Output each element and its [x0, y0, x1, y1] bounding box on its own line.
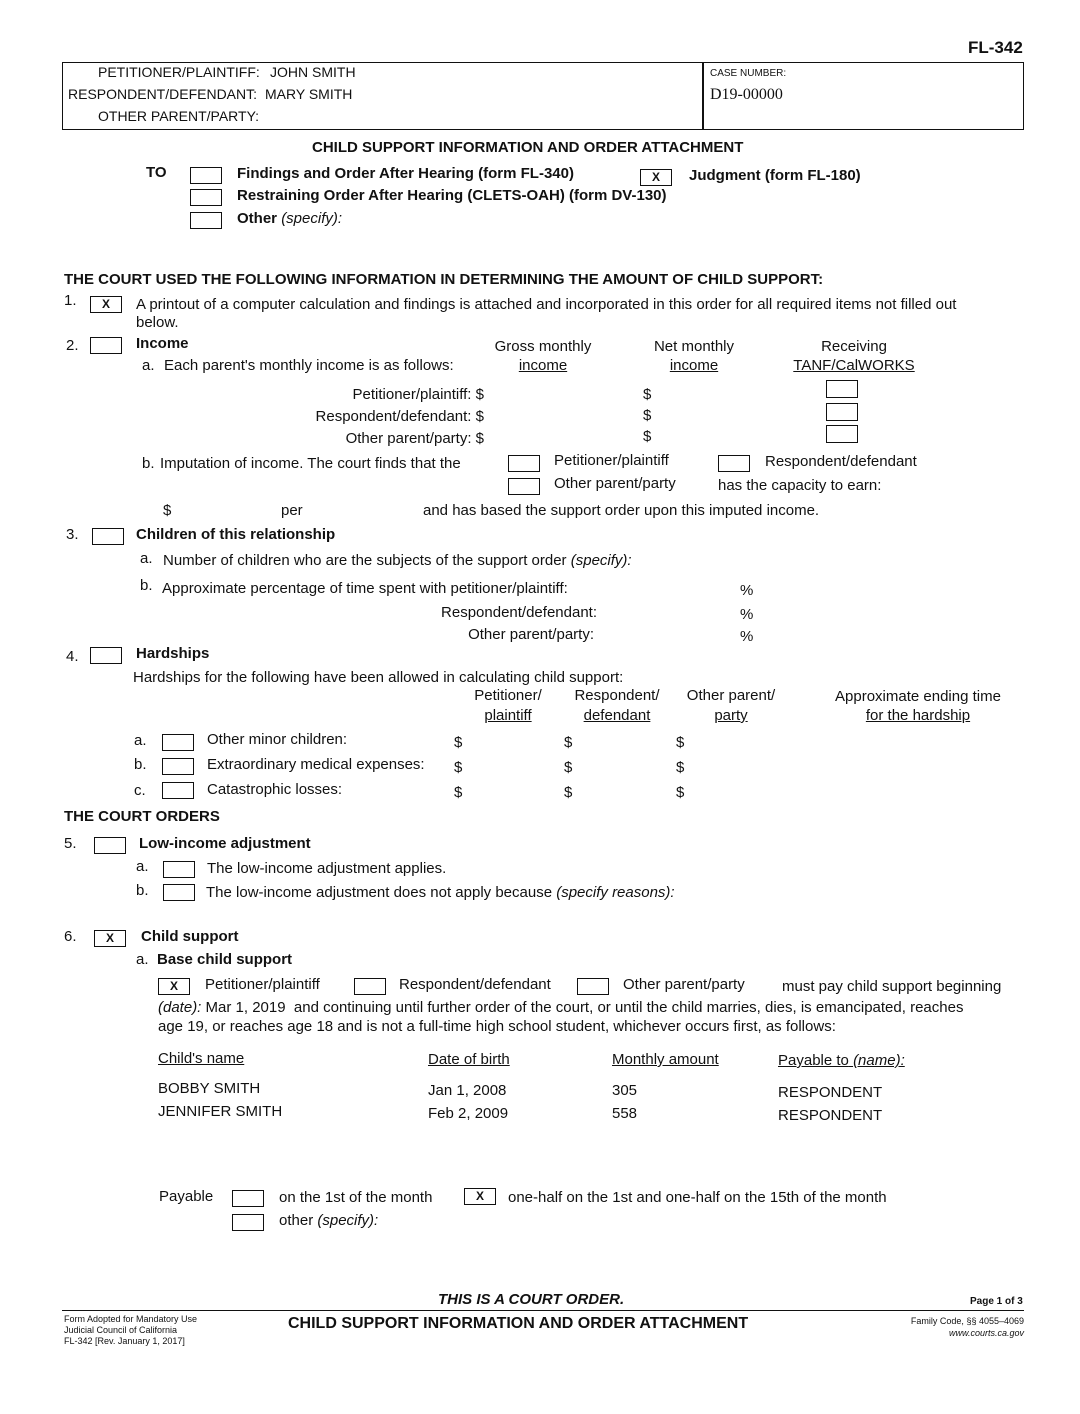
petitioner-value[interactable]: JOHN SMITH: [270, 64, 356, 80]
net-header-2: income: [669, 357, 719, 374]
item3b-respondent: Respondent/defendant:: [441, 604, 597, 621]
item6-checkbox[interactable]: X: [94, 930, 126, 947]
child-1-payable[interactable]: RESPONDENT: [778, 1084, 883, 1101]
hardship-c-pet-dollar: $: [454, 784, 463, 801]
child-1-dob[interactable]: Jan 1, 2008: [428, 1082, 507, 1099]
item2-number: 2.: [66, 337, 79, 354]
date-line: (date): Mar 1, 2019 and continuing until further order of the court, or until the child marries, dies, is emancipated, reaches: [158, 999, 964, 1016]
item4-title: Hardships: [136, 645, 210, 662]
item3-number: 3.: [66, 526, 79, 543]
hardship-pet-header-1: Petitioner/: [474, 687, 542, 704]
child-1-name[interactable]: BOBBY SMITH: [158, 1080, 261, 1097]
hardship-b-other-dollar: $: [676, 759, 685, 776]
must-pay-text: must pay child support beginning: [782, 978, 1002, 995]
item5a-text: The low-income adjustment applies.: [207, 860, 447, 877]
item2a-label: a.: [142, 357, 155, 374]
child-2-payable[interactable]: RESPONDENT: [778, 1107, 883, 1124]
income-respondent-label: Respondent/defendant: $: [315, 408, 484, 425]
item5-title: Low-income adjustment: [139, 835, 311, 852]
tanf-header-1: Receiving: [821, 338, 887, 355]
to-other-checkbox[interactable]: [190, 212, 222, 229]
pay-petitioner-label: Petitioner/plaintiff: [205, 976, 320, 993]
orders-heading: THE COURT ORDERS: [64, 808, 220, 825]
item2-checkbox[interactable]: [90, 337, 122, 354]
hardship-a-other-dollar: $: [676, 734, 685, 751]
hardship-c-checkbox[interactable]: [162, 782, 194, 799]
tanf-header-2: TANF/CalWORKS: [793, 357, 915, 374]
payable-half-text: one-half on the 1st and one-half on the 15th of the month: [508, 1189, 887, 1206]
payable-label: Payable: [159, 1188, 214, 1205]
item3b-label: b.: [140, 577, 153, 594]
impute-per: per: [281, 502, 303, 519]
hardship-a-checkbox[interactable]: [162, 734, 194, 751]
item5b-text: The low-income adjustment does not apply because (specify reasons):: [206, 884, 675, 901]
payable-first-text: on the 1st of the month: [279, 1189, 433, 1206]
item5-checkbox[interactable]: [94, 837, 126, 854]
other-party-label: OTHER PARENT/PARTY:: [98, 108, 260, 124]
hardship-other-header-2: party: [714, 707, 748, 724]
item2-title: Income: [136, 335, 189, 352]
payable-other-checkbox[interactable]: [232, 1214, 264, 1231]
form-title: CHILD SUPPORT INFORMATION AND ORDER ATTACHMENT: [312, 139, 744, 156]
child-2-amount[interactable]: 558: [612, 1105, 638, 1122]
impute-capacity-text: has the capacity to earn:: [718, 477, 882, 494]
duration-line: age 19, or reaches age 18 and is not a full-time high school student, whichever occurs first, as follows:: [158, 1018, 836, 1035]
judgment-checkbox[interactable]: X: [640, 169, 672, 186]
impute-other-label: Other parent/party: [554, 475, 676, 492]
col-monthly-amount: Monthly amount: [612, 1051, 719, 1068]
hardship-b-checkbox[interactable]: [162, 758, 194, 775]
hardship-pet-header-2: plaintiff: [484, 707, 532, 724]
hardship-a-pet-dollar: $: [454, 734, 463, 751]
findings-checkbox[interactable]: [190, 167, 222, 184]
child-1-amount[interactable]: 305: [612, 1082, 638, 1099]
item5b-checkbox[interactable]: [163, 884, 195, 901]
judgment-label: Judgment (form FL-180): [689, 167, 861, 184]
col-payable-to: Payable to (name):: [778, 1052, 905, 1069]
court-order-notice: THIS IS A COURT ORDER.: [438, 1291, 625, 1308]
form-id: FL-342: [968, 38, 1023, 57]
item6-title: Child support: [141, 928, 239, 945]
hardship-b-text: Extraordinary medical expenses:: [207, 756, 425, 773]
pay-respondent-checkbox[interactable]: [354, 978, 386, 995]
item3a-text: Number of children who are the subjects of the support order (specify):: [163, 552, 632, 569]
petitioner-label: PETITIONER/PLAINTIFF:: [98, 64, 260, 80]
hardship-b-label: b.: [134, 756, 147, 773]
hardship-a-text: Other minor children:: [207, 731, 348, 748]
income-respondent-net: $: [643, 407, 652, 424]
respondent-label: RESPONDENT/DEFENDANT:: [68, 86, 258, 102]
pay-petitioner-checkbox[interactable]: X: [158, 978, 190, 995]
hardship-resp-header-1: Respondent/: [574, 687, 660, 704]
item2b-text: Imputation of income. The court finds that the: [160, 455, 461, 472]
child-2-name[interactable]: JENNIFER SMITH: [158, 1103, 283, 1120]
item3-checkbox[interactable]: [92, 528, 124, 545]
info-heading: THE COURT USED THE FOLLOWING INFORMATION IN DETERMINING THE AMOUNT OF CHILD SUPPORT:: [64, 271, 824, 288]
item4-number: 4.: [66, 648, 79, 665]
payable-half-checkbox[interactable]: X: [464, 1188, 496, 1205]
impute-dollar: $: [163, 502, 172, 519]
item4-intro: Hardships for the following have been allowed in calculating child support:: [133, 669, 624, 686]
income-other-tanf-checkbox[interactable]: [826, 425, 858, 443]
hardship-other-header-1: Other parent/: [686, 687, 776, 704]
respondent-value[interactable]: MARY SMITH: [265, 86, 353, 102]
item6a-label: a.: [136, 951, 149, 968]
income-other-label: Other parent/party: $: [345, 430, 484, 447]
item2a-text: Each parent's monthly income is as follows:: [164, 357, 454, 374]
restraining-checkbox[interactable]: [190, 189, 222, 206]
item1-text-line2: below.: [136, 314, 179, 331]
item3-title: Children of this relationship: [136, 526, 336, 543]
hardship-c-text: Catastrophic losses:: [207, 781, 343, 798]
pay-respondent-label: Respondent/defendant: [399, 976, 551, 993]
hardship-resp-header-2: defendant: [583, 707, 651, 724]
col-child-name: Child's name: [158, 1050, 245, 1067]
to-label: TO: [146, 164, 167, 181]
hardship-time-header-2: for the hardship: [865, 707, 971, 724]
footer-rule: [62, 1310, 1024, 1311]
impute-petitioner-checkbox[interactable]: [508, 455, 540, 472]
hardship-c-label: c.: [134, 782, 146, 799]
hardship-c-other-dollar: $: [676, 784, 685, 801]
col-dob: Date of birth: [428, 1051, 510, 1068]
impute-based-text: and has based the support order upon this imputed income.: [423, 502, 820, 519]
hardship-b-pet-dollar: $: [454, 759, 463, 776]
hardship-c-resp-dollar: $: [564, 784, 573, 801]
item5a-checkbox[interactable]: [163, 861, 195, 878]
pct-respondent: %: [740, 606, 754, 623]
pct-petitioner: %: [740, 582, 754, 599]
footer-code: Family Code, §§ 4055–4069 www.courts.ca.gov: [824, 1315, 1024, 1339]
item3b-other: Other parent/party:: [468, 626, 594, 643]
item4-checkbox[interactable]: [90, 647, 122, 664]
item3a-label: a.: [140, 550, 153, 567]
impute-respondent-checkbox[interactable]: [718, 455, 750, 472]
income-respondent-tanf-checkbox[interactable]: [826, 403, 858, 421]
findings-label: Findings and Order After Hearing (form FL-340): [237, 165, 574, 182]
hardship-a-resp-dollar: $: [564, 734, 573, 751]
start-date-value[interactable]: Mar 1, 2019: [205, 999, 286, 1016]
item5-number: 5.: [64, 835, 77, 852]
case-number-value[interactable]: D19-00000: [710, 86, 783, 103]
item1-checkbox[interactable]: X: [90, 296, 122, 313]
pay-other-checkbox[interactable]: [577, 978, 609, 995]
caption-divider: [702, 62, 704, 130]
to-other-label: Other (specify):: [237, 210, 343, 227]
hardship-b-resp-dollar: $: [564, 759, 573, 776]
restraining-label: Restraining Order After Hearing (CLETS-OAH) (form DV-130): [237, 187, 667, 204]
courts-link[interactable]: www.courts.ca.gov: [948, 1328, 1024, 1338]
child-2-dob[interactable]: Feb 2, 2009: [428, 1105, 509, 1122]
pay-other-label: Other parent/party: [623, 976, 745, 993]
hardship-time-header-1: Approximate ending time: [835, 688, 1001, 705]
item2b-label: b.: [142, 455, 155, 472]
hardship-a-label: a.: [134, 732, 147, 749]
impute-petitioner-label: Petitioner/plaintiff: [554, 452, 669, 469]
payable-other-text: other (specify):: [279, 1212, 379, 1229]
item6a-title: Base child support: [157, 951, 293, 968]
gross-header-1: Gross monthly: [494, 338, 592, 355]
form-adopted: Form Adopted for Mandatory Use Judicial Council of California FL-342 [Rev. January 1, 2017]: [64, 1314, 198, 1346]
payable-first-checkbox[interactable]: [232, 1190, 264, 1207]
item6-number: 6.: [64, 928, 77, 945]
item1-number: 1.: [64, 292, 77, 309]
net-header-1: Net monthly: [653, 338, 735, 355]
income-petitioner-tanf-checkbox[interactable]: [826, 380, 858, 398]
item1-text-line1: A printout of a computer calculation and findings is attached and incorporated in this order for all required items not filled out: [136, 296, 957, 313]
item3b-text: Approximate percentage of time spent with petitioner/plaintiff:: [162, 580, 568, 597]
impute-respondent-label: Respondent/defendant: [765, 453, 917, 470]
footer-title: CHILD SUPPORT INFORMATION AND ORDER ATTACHMENT: [288, 1315, 749, 1332]
item5a-label: a.: [136, 858, 149, 875]
item5b-label: b.: [136, 882, 149, 899]
income-petitioner-label: Petitioner/plaintiff: $: [352, 386, 484, 403]
impute-other-checkbox[interactable]: [508, 478, 540, 495]
income-other-net: $: [643, 428, 652, 445]
gross-header-2: income: [518, 357, 568, 374]
pct-other: %: [740, 628, 754, 645]
income-petitioner-net: $: [643, 386, 652, 403]
case-number-label: CASE NUMBER:: [710, 68, 787, 79]
page-number: Page 1 of 3: [970, 1296, 1023, 1307]
